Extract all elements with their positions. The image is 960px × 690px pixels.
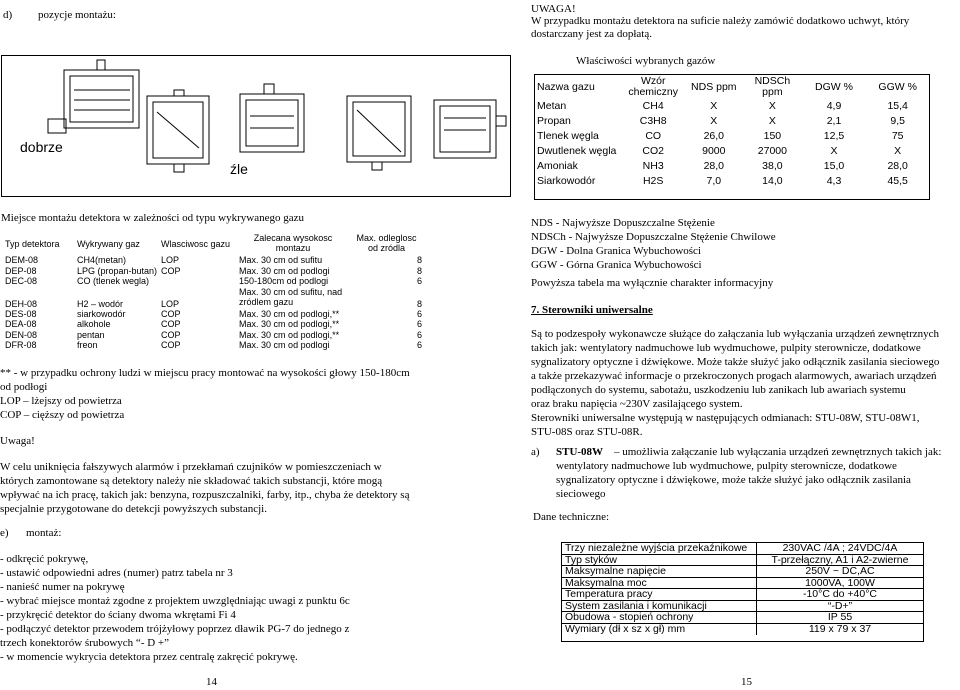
enclosure-drawings bbox=[2, 56, 512, 198]
abbrev-line: NDS - Najwyższe Dopuszczalne Stężenie bbox=[531, 217, 715, 229]
body-line: – umożliwia załączanie lub wyłączania urządzeń zewnętrznych takich jak: bbox=[614, 446, 942, 458]
gas-header-formula: Wzór chemiczny bbox=[628, 75, 678, 98]
warning-line: których zamontowane są detektory należy nie składować takich substancji, które mogą bbox=[0, 475, 383, 487]
table-row: Amoniak NH3 28,0 38,0 15,0 28,0 bbox=[537, 160, 908, 172]
abbrev-line: DGW - Dolna Granica Wybuchowości bbox=[531, 245, 701, 257]
table-row: Metan CH4 X X 4,9 15,4 bbox=[537, 100, 908, 112]
warning-line: specjalnie przygotowane do detekcji powyższych substancji. bbox=[0, 503, 267, 515]
label-bad: źle bbox=[230, 161, 248, 177]
note-line: COP – cięższy od powietrza bbox=[0, 409, 125, 421]
body-line: sygnalizatory optyczne i dźwiękowe, może także służyć jako odłącznik zasilania bbox=[556, 474, 911, 486]
list-item: - w momencie wykrycia detektora przez centralę zakręcić pokrywę. bbox=[0, 651, 298, 663]
page-number-left: 14 bbox=[206, 676, 217, 688]
section-e-title: montaż: bbox=[26, 527, 62, 539]
body-line: STU-08S oraz STU-08R. bbox=[531, 426, 643, 438]
body-line: sygnalizatory optyczne i dźwiękowe. Może także służyć jako odłącznik zasilania sieciowego bbox=[531, 356, 940, 368]
list-item: - przykręcić detektor do ściany dwoma wkrętami Fi 4 bbox=[0, 609, 236, 621]
det-header-distance: Max. odleglosc od zródla bbox=[356, 233, 417, 253]
notes-block bbox=[0, 366, 470, 426]
list-item: - odkręcić pokrywę, bbox=[0, 553, 89, 565]
item-a-label: a) bbox=[531, 446, 540, 458]
det-header-type: Typ detektora bbox=[5, 239, 60, 249]
body-line: Sterowniki uniwersalne występują w następujących odmianach: STU-08W, STU-08W1, bbox=[531, 412, 920, 424]
item-a-name: STU-08W bbox=[556, 446, 604, 458]
section-d-label: d) bbox=[3, 9, 13, 21]
table-row: Dwutlenek węgla CO2 9000 27000 X X bbox=[537, 145, 902, 157]
body-line: wentylatory nadmuchowe lub wydmuchowe, pulpity sterownicze, dodatkowe bbox=[556, 460, 897, 472]
gas-caption: Właściwości wybranych gazów bbox=[576, 55, 716, 67]
table-row: Wymiary (dł x sz x gł) mm 119 x 79 x 37 bbox=[562, 624, 923, 636]
item-a-body bbox=[556, 445, 956, 501]
table-row: Temperatura pracy -10°C do +40°C bbox=[562, 589, 923, 601]
det-header-gas: Wykrywany gaz bbox=[77, 239, 140, 249]
gas-header-name: Nazwa gazu bbox=[537, 80, 595, 93]
warning-line: dostarczany jest za dopłatą. bbox=[531, 28, 652, 40]
warning-line: wpływać na ich pracę, takich jak: benzyna, rozpuszczalniki, farby, itp., chyba że detektory są bbox=[0, 489, 410, 501]
detector-table bbox=[3, 233, 424, 351]
right-warning-body bbox=[531, 14, 956, 42]
gas-header-dgw: DGW % bbox=[815, 80, 853, 93]
mounting-positions-diagram bbox=[1, 55, 511, 197]
note-line: od podłogi bbox=[0, 381, 48, 393]
table-row: Siarkowodór H2S 7,0 14,0 4,3 45,5 bbox=[537, 175, 908, 187]
left-warning-title: Uwaga! bbox=[0, 435, 35, 447]
abbrev-line: NDSCh - Najwyższe Dopuszczalne Stężenie Chwilowe bbox=[531, 231, 776, 243]
table-row: DEC-08 CO (tlenek wegla) 150-180cm od podlogi 6 bbox=[5, 276, 423, 286]
note-line: LOP – lżejszy od powietrza bbox=[0, 395, 122, 407]
body-line: Są to podzespoły wykonawcze służące do załączania lub wyłączania urządzeń zewnętrznych bbox=[531, 328, 940, 340]
table-row: Trzy niezależne wyjścia przekaźnikowe 230VAC /4A ; 24VDC/4A bbox=[562, 543, 923, 555]
table-row: System zasilania i komunikacji “-D+” bbox=[562, 601, 923, 613]
warning-line: W przypadku montażu detektora na suficie należy zamówić dodatkowo uchwyt, który bbox=[531, 15, 910, 27]
list-item: - podłączyć detektor przewodem trójżyłowy poprzez dławik PG-7 do jednego z bbox=[0, 623, 350, 635]
table-row: DEH-08 H2 – wodór LOP Max. 30 cm od sufitu, nad zródlem gazu 8 bbox=[5, 286, 423, 309]
table-row: Tlenek węgla CO 26,0 150 12,5 75 bbox=[537, 130, 904, 142]
list-item: trzech konektorów śrubowych “- D +” bbox=[0, 637, 170, 649]
section-7-heading: 7. Sterowniki uniwersalne bbox=[531, 304, 653, 316]
body-line: oraz braku napięcia ~230V zasilającego system. bbox=[531, 398, 743, 410]
info-note: Powyższa tabela ma wyłącznie charakter informacyjny bbox=[531, 277, 774, 289]
det-header-height: Zalecana wysokosc montazu bbox=[253, 233, 333, 253]
gas-header-ggw: GGW % bbox=[878, 80, 917, 93]
note-line: ** - w przypadku ochrony ludzi w miejscu pracy montować na wysokości głowy 150-180cm bbox=[0, 367, 410, 379]
table-row: DEA-08 alkohole COP Max. 30 cm od podlogi,** 6 bbox=[5, 319, 423, 329]
table-row: Maksymalna moc 1000VA, 100W bbox=[562, 578, 923, 590]
table-row: Propan C3H8 X X 2,1 9,5 bbox=[537, 115, 905, 127]
section-d-title: pozycje montażu: bbox=[38, 9, 116, 21]
table-row: Typ styków T-przełączny, A1 i A2-zwierne bbox=[562, 555, 923, 567]
table-row: DFR-08 freon COP Max. 30 cm od podlogi 6 bbox=[5, 340, 423, 350]
table-row: DEM-08 CH4(metan) LOP Max. 30 cm od sufitu 8 bbox=[5, 255, 423, 265]
table-row: DEN-08 pentan COP Max. 30 cm od podlogi,** 6 bbox=[5, 329, 423, 340]
body-line: sieciowego bbox=[556, 488, 606, 500]
mounting-steps bbox=[0, 552, 470, 664]
section-e-label: e) bbox=[0, 527, 9, 539]
label-good: dobrze bbox=[20, 139, 63, 155]
list-item: - nanieść numer na pokrywę bbox=[0, 581, 125, 593]
abbrev-line: GGW - Górna Granica Wybuchowości bbox=[531, 259, 702, 271]
gas-header-nds: NDS ppm bbox=[691, 80, 737, 93]
right-warning-title: UWAGA! bbox=[531, 3, 576, 15]
placement-heading: Miejsce montażu detektora w zależności od typu wykrywanego gazu bbox=[1, 212, 305, 224]
table-row: Maksymalne napięcie 250V ~ DC,AC bbox=[562, 566, 923, 578]
list-item: - wybrać miejsce montaż zgodne z projektem uwzględniając uwagi z punktu 6c bbox=[0, 595, 350, 607]
tech-data-label: Dane techniczne: bbox=[533, 511, 610, 523]
spec-table bbox=[561, 542, 924, 642]
body-line: podłączonych do systemu, sabotażu, uszkodzeniu lub zanikach lub awariach systemu bbox=[531, 384, 906, 396]
gas-properties-table bbox=[534, 74, 930, 200]
abbreviations bbox=[531, 216, 956, 276]
gas-header-ndsch: NDSCh ppm bbox=[754, 75, 791, 98]
table-row: DEP-08 LPG (propan-butan) COP Max. 30 cm od podlogi 8 bbox=[5, 265, 423, 276]
table-row: DES-08 siarkowodór COP Max. 30 cm od podlogi,** 6 bbox=[5, 308, 423, 319]
body-line: a także przekazywać informacje o przekroczonych progach alarmowych, awariach urządzeń bbox=[531, 370, 937, 382]
det-header-property: Wlasciwosc gazu bbox=[161, 239, 231, 249]
table-row: Obudowa - stopień ochrony IP 55 bbox=[562, 612, 923, 624]
warning-line: W celu uniknięcia fałszywych alarmów i przekłamań czujników w pomieszczeniach w bbox=[0, 461, 382, 473]
list-item: - ustawić odpowiedni adres (numer) patrz tabela nr 3 bbox=[0, 567, 233, 579]
page-number-right: 15 bbox=[741, 676, 752, 688]
left-warning-body bbox=[0, 460, 470, 516]
body-line: takich jak: wentylatory nadmuchowe lub wydmuchowe, pulpity sterownicze, dodatkowe bbox=[531, 342, 921, 354]
section-7-body bbox=[531, 327, 956, 439]
